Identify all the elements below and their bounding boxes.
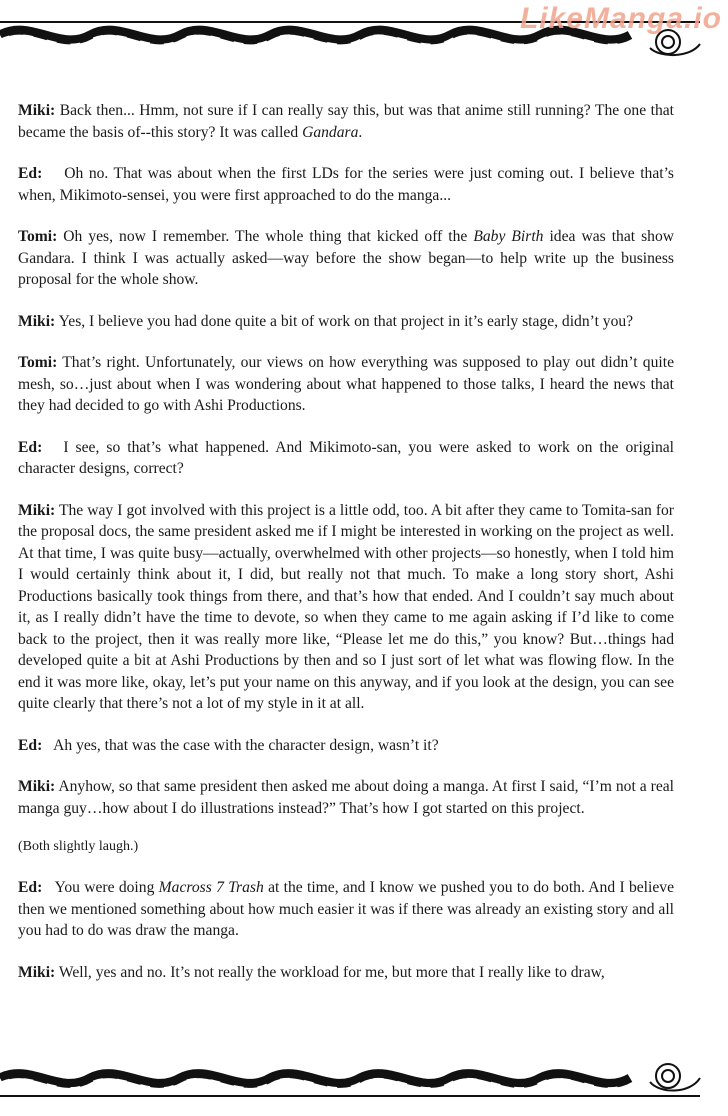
dialogue-text: Anyhow, so that same president then asked me about doing a manga. At first I said, “I’m not a real manga guy…how about I do illustrations instead?” That’s how I got started on this project. [18,778,678,817]
dialogue-text: That’s right. Unfortunately, our views on how everything was supposed to play out didn’t quite mesh, so…just about when I was wondering about what happened to those talks, I heard the news that they had decided to go with Ashi Productions. [18,354,678,414]
dialogue-text: Ah yes, that was the case with the character design, wasn’t it? [42,736,439,754]
dialogue-paragraph [18,735,674,757]
wave-ornament-icon [0,1050,728,1110]
dialogue-paragraph [18,100,678,143]
speaker-label: Miki: [18,501,56,519]
dialogue-text: The way I got involved with this project is a little odd, too. A bit after they came to Tomita-san for the proposal docs, the same president asked me if I might be interested in working on the project as well. At that time, I was quite busy—actually, overwhelmed with other projects—so honestly, when I told him I would certainly think about it, I did, but really not that much. To make a long story short, Ashi Productions basically took things from there, and that’s how that ended. And I couldn’t say much about it, as I really didn’t have the time to devote, so when they came to me again asking if I’d like to come back to the project, then it was really more like, “Please let me do this,” you know? But…things had developed quite a bit at Ashi Productions by then and so I just sort of let what was flowing flow. In the end it was more like, okay, let’s put your name on this anyway, and if you look at the design, you can see quite clearly that there’s not a lot of my style in it at all. [18,501,678,712]
dialogue-paragraph [18,776,678,819]
speaker-label: Miki: [18,102,56,119]
dialogue-text: Oh no. That was about when the first LDs for the series were just coming out. I believe that’s when, Mikimoto-sensei, you were first approached to do the manga... [18,165,678,204]
site-watermark: LikeManga.io [519,2,722,35]
dialogue-paragraph [18,163,678,206]
dialogue-paragraph [18,437,678,480]
speaker-label: Ed: [18,165,43,182]
dialogue-text: Oh yes, now I remember. The whole thing that kicked off the [57,228,474,245]
dialogue-paragraph [18,962,674,984]
speaker-label: Tomi: [18,228,58,245]
bottom-decorative-border [0,1050,728,1110]
dialogue-text: Well, yes and no. It’s not really the workload for me, but more that I really like to draw, [55,963,605,981]
dialogue-paragraph [18,500,678,715]
top-decorative-border [0,0,728,60]
title-emphasis: Gandara [302,123,359,141]
dialogue-text: Back then... Hmm, not sure if I can really say this, but was that anime still running? The one that became the basis of--this story? It was called [18,102,678,141]
speaker-label: Miki: [18,963,56,981]
speaker-label: Ed: [18,438,43,456]
dialogue-text: idea was that show Gandara. I think I was actually asked—way before the show began—to help write up the business proposal for the whole show. [18,228,678,288]
interview-text [18,80,678,983]
dialogue-paragraph [18,226,678,291]
dialogue-paragraph [18,311,674,333]
speaker-label: Ed: [18,736,43,754]
title-emphasis: Macross 7 Trash [158,879,264,896]
title-emphasis: Baby Birth [473,228,544,245]
speaker-label: Ed: [18,879,43,896]
dialogue-text: at the time, and I know we pushed you to do both. And I believe then we mentioned something about how much easier it was if there was already an existing story and all you had to do was draw the manga. [18,879,678,939]
dialogue-text: (Both slightly laugh.) [18,839,139,854]
dialogue-paragraph [18,877,678,942]
dialogue-paragraph [18,837,674,857]
speaker-label: Miki: [18,312,56,330]
dialogue-paragraph [18,352,678,417]
dialogue-text: Yes, I believe you had done quite a bit of work on that project in it’s early stage, didn’t you? [55,312,634,330]
dialogue-text: I see, so that’s what happened. And Mikimoto-san, you were asked to work on the original character designs, correct? [18,438,678,477]
speaker-label: Miki: [18,778,56,795]
dialogue-text: You were doing [42,879,159,896]
speaker-label: Tomi: [18,354,58,371]
dialogue-text: . [358,123,363,141]
